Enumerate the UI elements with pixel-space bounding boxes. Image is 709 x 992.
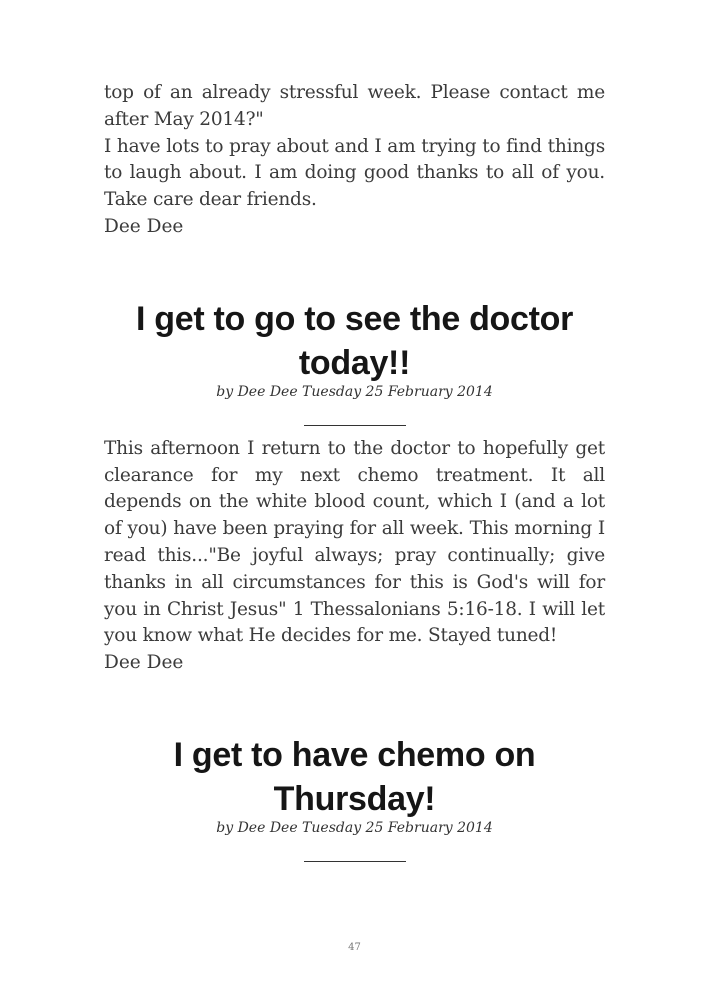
post-title: I get to have chemo on Thursday! bbox=[173, 735, 536, 818]
post-title: I get to go to see the doctor today!! bbox=[135, 299, 574, 382]
page-content bbox=[104, 80, 605, 862]
post-byline: by Dee Dee Tuesday 25 February 2014 bbox=[216, 383, 493, 400]
continuation-signature: Dee Dee bbox=[104, 215, 184, 237]
continuation-paragraph-1: top of an already stressful week. Please contact me after May 2014?" bbox=[104, 82, 605, 130]
post-byline: by Dee Dee Tuesday 25 February 2014 bbox=[216, 819, 493, 836]
separator-line bbox=[304, 425, 406, 426]
post-signature: Dee Dee bbox=[104, 652, 184, 674]
post-paragraph: This afternoon I return to the doctor to hopefully get clearance for my next chemo treatment. It all depends on the white blood count, which I (and a lot of you) have been praying for all week. This morning I read this..."Be joyful always; pray continually; give thanks in all circumstances for this is God's will for you in Christ Jesus" 1 Thessalonians 5:16-18. I will let you know what He decides for me. Stayed tuned! bbox=[104, 437, 605, 647]
separator-line bbox=[304, 861, 406, 862]
continuation-paragraph-2: I have lots to pray about and I am trying to find things to laugh about. I am doing good thanks to all of you. Take care dear friends. bbox=[104, 135, 605, 211]
page-number: 47 bbox=[348, 942, 361, 953]
post-chemo bbox=[104, 733, 605, 862]
post-doctor bbox=[104, 297, 605, 677]
